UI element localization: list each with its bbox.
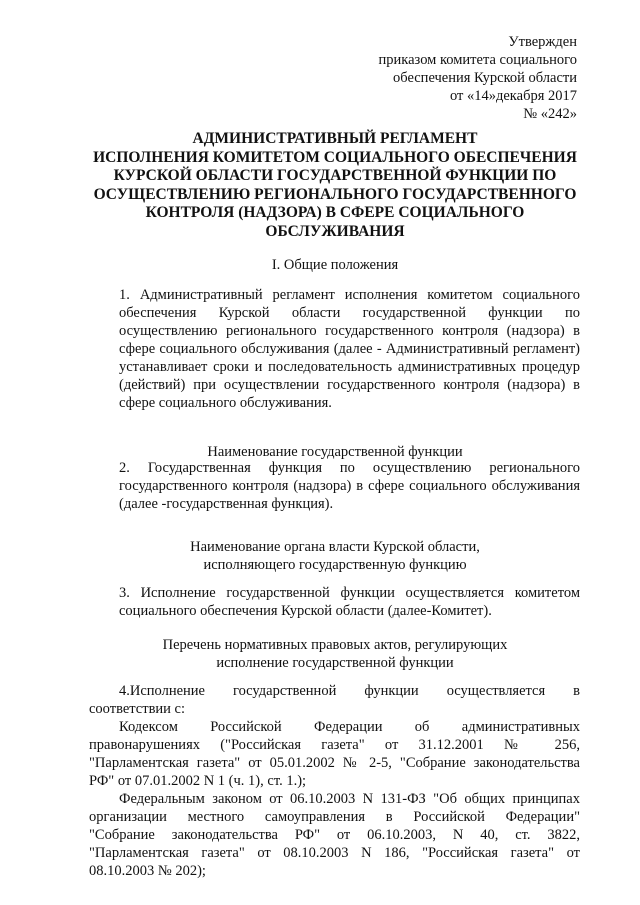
paragraph-line: РФ" от 07.01.2002 N 1 (ч. 1), ст. 1.); — [89, 773, 307, 789]
paragraph-line: (далее -государственная функция). — [119, 496, 334, 512]
paragraph-2-text — [89, 459, 580, 513]
paragraph-line: устанавливает сроки и последовательность административных процедур — [119, 359, 580, 375]
paragraph-line: сфере социального обслуживания (далее - Административный регламент) — [119, 341, 580, 357]
paragraph-line: Кодексом Российской Федерации об административных — [119, 719, 580, 735]
paragraph-line: государственного контроля (надзора) в сфере социального обслуживания — [119, 478, 580, 494]
approval-line: приказом комитета социального — [378, 52, 577, 68]
paragraph-line: социального обеспечения Курской области (далее-Комитет). — [119, 603, 492, 619]
paragraph-line: Федеральным законом от 06.10.2003 N 131-ФЗ "Об общих принципах — [119, 791, 580, 807]
section-heading-legal-acts — [70, 636, 600, 672]
paragraph-line: 4.Исполнение государственной функции осуществляется в — [119, 683, 580, 699]
paragraph-3 — [89, 584, 580, 620]
heading-line: Наименование органа власти Курской области, — [190, 539, 480, 555]
paragraph-4 — [89, 682, 580, 718]
title-line: ОБСЛУЖИВАНИЯ — [265, 222, 405, 240]
paragraph-line: правонарушениях ("Российская газета" от 31.12.2001 № 256, — [89, 737, 580, 753]
paragraph-line: 08.10.2003 № 202); — [89, 863, 206, 879]
title-line: КУРСКОЙ ОБЛАСТИ ГОСУДАРСТВЕННОЙ ФУНКЦИИ ПО — [113, 167, 557, 184]
paragraph-1 — [89, 286, 580, 412]
heading-line: исполнение государственной функции — [216, 655, 454, 671]
paragraph-line: обеспечения Курской области государственной функции по — [119, 305, 580, 321]
section-heading-function-name: Наименование государственной функции — [207, 444, 463, 460]
title-line: ИСПОЛНЕНИЯ КОМИТЕТОМ СОЦИАЛЬНОГО ОБЕСПЕЧЕНИЯ — [93, 148, 577, 166]
section-heading-authority — [70, 538, 600, 574]
title-line: КОНТРОЛЯ (НАДЗОРА) В СФЕРЕ СОЦИАЛЬНОГО — [145, 204, 525, 221]
paragraph-line: 2. Государственная функция по осуществлению регионального — [119, 460, 580, 476]
paragraph-line: "Собрание законодательства РФ" от 06.10.2003, N 40, ст. 3822, — [89, 827, 580, 843]
paragraph-line: осуществлению регионального государственного контроля (надзора) в — [119, 323, 580, 339]
title-line: ОСУЩЕСТВЛЕНИЮ РЕГИОНАЛЬНОГО ГОСУДАРСТВЕННОГО — [93, 185, 577, 203]
heading-line: Перечень нормативных правовых актов, регулирующих — [162, 637, 508, 653]
paragraph-line: сфере социального обслуживания. — [119, 395, 332, 411]
approval-line: обеспечения Курской области — [393, 70, 577, 86]
approval-line: от «14»декабря 2017 — [449, 88, 577, 104]
title-line: АДМИНИСТРАТИВНЫЙ РЕГЛАМЕНТ — [192, 130, 478, 147]
paragraph-line: организации местного самоуправления в Российской Федерации" — [89, 809, 580, 825]
paragraph-line: "Парламентская газета" от 05.01.2002 № 2-5, "Собрание законодательства — [89, 755, 580, 771]
document-title — [70, 130, 600, 241]
paragraph-line: соответствии с: — [89, 701, 186, 717]
section-heading-general: I. Общие положения — [271, 257, 399, 273]
approval-line: № «242» — [523, 106, 577, 122]
approval-line: Утвержден — [508, 34, 577, 50]
paragraph-line: 3. Исполнение государственной функции осуществляется комитетом — [119, 585, 580, 601]
paragraph-federal-law — [89, 790, 580, 880]
paragraph-codex — [89, 718, 580, 790]
paragraph-line: "Парламентская газета" от 08.10.2003 N 186, "Российская газета" от — [89, 845, 580, 861]
paragraph-line: 1. Административный регламент исполнения комитетом социального — [119, 287, 580, 303]
heading-line: исполняющего государственную функцию — [203, 557, 467, 573]
paragraph-line: (действий) при осуществлении государственного контроля (надзора) в — [119, 377, 580, 393]
approval-block — [379, 33, 577, 123]
